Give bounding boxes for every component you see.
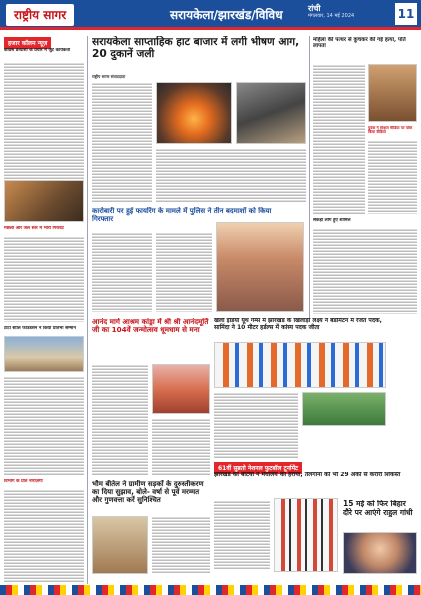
fire-photo-1 <box>156 82 232 144</box>
newspaper-logo: राष्ट्रीय सागर <box>6 4 74 26</box>
right-text-3 <box>313 228 417 314</box>
story2-headline: कारोबारी पर हुई फायरिंग के मामले में पुलिस ने तीन बदमाशों को किया गिरफ्तार <box>92 207 272 224</box>
left-text-1 <box>4 62 84 182</box>
story2-photo <box>216 222 304 312</box>
story2-text-2 <box>156 232 212 312</box>
section-title: सरायकेला/झारखंड/विविध <box>170 8 283 22</box>
story2-text-1 <box>92 232 152 312</box>
story6-text <box>152 516 210 574</box>
dateline: मंगलवार, 14 मई 2024 <box>308 13 355 19</box>
left-text-4 <box>4 489 84 583</box>
left-photo-2 <box>4 336 84 372</box>
fire-photo-2 <box>236 82 306 144</box>
left-headline-2: मछली और जल स्तर में भारी गिरावट <box>4 226 64 231</box>
lead-text-2 <box>156 148 306 202</box>
sports-photo <box>302 392 386 426</box>
lead-headline: सरायकेला साप्ताहिक हाट बाजार में लगी भीषण आग, 20 दुकानें जली <box>92 36 300 61</box>
story5-headline: झारखंड की बेटियों ने मेघालय को हराया, तेलंगाना को भी 29 अंकों से करारी शिकस्त <box>214 472 401 478</box>
left-headline-3: टाटा स्टील फाउंडेशन ने किया प्रतिभा सम्मान <box>4 326 76 331</box>
story5-tag: 61वीं सुब्रतो नेशनल फुटबॉल टूर्नामेंट <box>214 462 302 474</box>
story6-photo <box>92 516 148 574</box>
story5-text <box>214 500 270 570</box>
page-number: 11 <box>395 3 417 25</box>
right-text-2 <box>368 140 417 214</box>
right-headline-2: युवक ने सोशल मीडिया पर पोस्ट किया वीडियो <box>368 126 413 135</box>
story6-headline: भौम बीतेल ने ग्रामीण सड़कों के दुरुस्तीकरण का दिया सुझाव, बोले- वर्षा से पूर्व मरम्मत और गुणवत्ता करें सुनिश्चित <box>92 480 204 505</box>
right-divider <box>309 36 310 318</box>
column-divider <box>87 36 88 584</box>
left-text-3 <box>4 376 84 476</box>
right-headline-3: सैंकड़ों लोग हुए शामिल <box>313 218 351 223</box>
rahul-photo <box>343 532 417 574</box>
football-photo <box>274 498 338 572</box>
right-text-1 <box>313 64 365 214</box>
page-footer-bar <box>0 585 421 595</box>
page-header <box>0 0 421 30</box>
story3-headline: आनंद मार्ग आश्रम कांड्रा में श्री श्री आनंदमूर्ति जी का 104वें जन्मोत्सव धूमधाम से मना <box>92 318 209 335</box>
story3-text-2 <box>152 418 210 476</box>
story3-text-1 <box>92 364 148 476</box>
lead-byline: राष्ट्रीय सागर संवाददाता <box>92 74 126 79</box>
right-headline-1: महिला की पत्थर से कुचकर की गई हत्या, पति लापता <box>313 37 406 50</box>
column-tag: हजार कॉलम न्यूज़ <box>4 37 51 49</box>
left-headline-4: विभाग के प्रति नाराज़गी <box>4 479 43 484</box>
story7-headline: 15 मई को फिर बिहार दौरे पर आएंगे राहुल गांधी <box>343 500 413 517</box>
lead-text-1 <box>92 82 152 202</box>
ashram-photo <box>152 364 210 414</box>
left-text-2 <box>4 236 84 322</box>
athletes-photo <box>214 342 386 388</box>
story4-text <box>214 392 298 458</box>
left-photo-1 <box>4 180 84 222</box>
edition-city: रांची <box>308 4 321 13</box>
right-photo-1 <box>368 64 417 122</box>
story4-headline: खेलो इंडिया यूथ गेम्स में झारखंड के खिलाड़ी लक्ष्य ने बेडमिंटन में रजत पदक, सामिंदा ने 10 मीटर हर्डल्स में कांस्य पदक जीता <box>214 318 382 331</box>
left-headline-1: कांग्रेस प्रत्याशी के प्रचार में जुटे कार्यकर्ता <box>4 48 71 53</box>
